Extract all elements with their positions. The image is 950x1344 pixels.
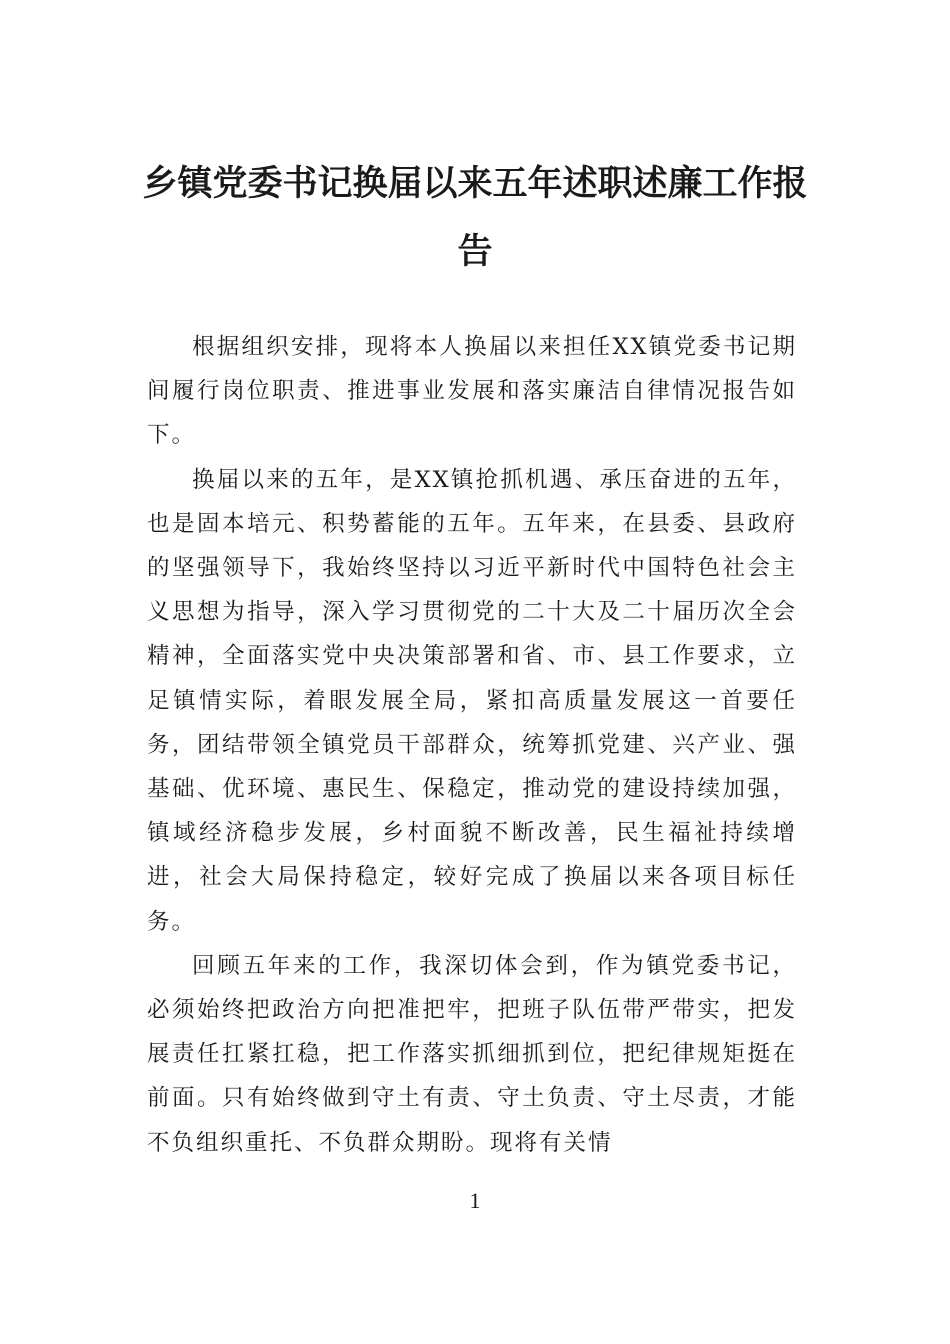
document-body	[147, 325, 797, 1165]
paragraph-overview: 换届以来的五年，是XX镇抢抓机遇、承压奋进的五年，也是固本培元、积势蓄能的五年。五年来，在县委、县政府的坚强领导下，我始终坚持以习近平新时代中国特色社会主义思想为指导，深入学习贯彻党的二十大及二十届历次全会精神，全面落实党中央决策部署和省、市、县工作要求，立足镇情实际，着眼发展全局，紧扣高质量发展这一首要任务，团结带领全镇党员干部群众，统筹抓党建、兴产业、强基础、优环境、惠民生、保稳定，推动党的建设持续加强，镇域经济稳步发展，乡村面貌不断改善，民生福祉持续增进，社会大局保持稳定，较好完成了换届以来各项目标任务。	[147, 466, 797, 935]
paragraph-reflection: 回顾五年来的工作，我深切体会到，作为镇党委书记，必须始终把政治方向把准把牢，把班子队伍带严带实，把发展责任扛紧扛稳，把工作落实抓细抓到位，把纪律规矩挺在前面。只有始终做到守土有责、守土负责、守土尽责，才能不负组织重托、不负群众期盼。现将有关情	[147, 952, 797, 1156]
paragraph-intro: 根据组织安排，现将本人换届以来担任XX镇党委书记期间履行岗位职责、推进事业发展和落实廉洁自律情况报告如下。	[147, 334, 797, 449]
page-number: 1	[469, 1188, 481, 1213]
document-title: 乡镇党委书记换届以来五年述职述廉工作报告	[142, 164, 808, 272]
